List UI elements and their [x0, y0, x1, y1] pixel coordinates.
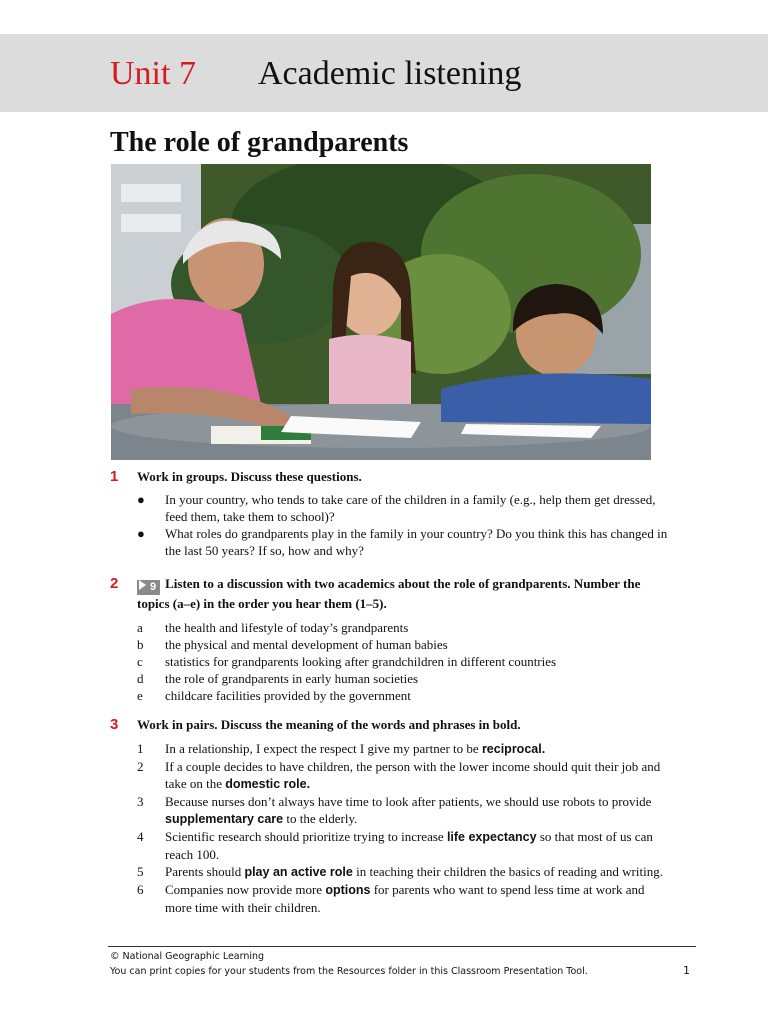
exercise-2 [110, 575, 670, 704]
audio-play-button[interactable] [137, 580, 160, 595]
footer-copyright: © National Geographic Learning [110, 951, 265, 962]
exercise-number: 1 [110, 468, 119, 485]
bold-term: options [325, 883, 371, 897]
section-title: Academic listening [258, 55, 522, 92]
bold-term: life expectancy [446, 830, 537, 844]
audio-track-number: 9 [150, 581, 157, 593]
play-icon [139, 580, 146, 590]
footer-note: You can print copies for your students from the Resources folder in this Classroom Presentation Tool. [110, 966, 588, 977]
list-item: 4 Scientific research should prioritize trying to increase life expectancy so that most of us can reach 100. [137, 829, 653, 862]
bullet-icon: ● [137, 492, 145, 507]
list-item: 6 Companies now provide more options for parents who want to spend less time at work and more time with their children. [137, 882, 645, 915]
list-item: ● In your country, who tends to take care of the children in a family (e.g., help them get dressed, feed them, take them to school)? [137, 492, 656, 524]
bold-term: supplementary care [165, 812, 284, 826]
page-title: The role of grandparents [110, 127, 409, 158]
bold-term: reciprocal. [481, 742, 546, 756]
exercise-instruction: Work in pairs. Discuss the meaning of the words and phrases in bold. [137, 717, 521, 732]
bullet-icon: ● [137, 526, 145, 541]
sentence-list [137, 740, 670, 916]
question-list [137, 491, 670, 559]
exercise-3 [110, 716, 670, 916]
unit-label: Unit 7 [110, 55, 196, 92]
list-item: c statistics for grandparents looking after grandchildren in different countries [137, 654, 557, 669]
exercise-instruction: Work in groups. Discuss these questions. [137, 469, 362, 484]
exercise-number: 3 [110, 716, 119, 733]
list-item: ● What roles do grandparents play in the family in your country? Do you think this has changed in the last 50 years? If so, how and why? [137, 526, 668, 558]
bold-term: domestic role. [225, 777, 311, 791]
footer-divider [108, 946, 696, 947]
list-item: b the physical and mental development of human babies [137, 637, 448, 652]
topic-list [137, 619, 670, 704]
list-item: 5 Parents should play an active role in teaching their children the basics of reading and writing. [137, 864, 663, 879]
list-item: 1 In a relationship, I expect the respect I give my partner to be reciprocal. [137, 741, 546, 756]
grandparents-photo [111, 164, 651, 460]
exercise-number: 2 [110, 575, 119, 592]
list-item: 3 Because nurses don’t always have time to look after patients, we should use robots to provide supplementary care to the elderly. [137, 794, 652, 826]
list-item: d the role of grandparents in early human societies [137, 671, 419, 686]
exercise-1 [110, 468, 670, 559]
exercise-instruction: 9 Listen to a discussion with two academics about the role of grandparents. Number the topics (a–e) in the order you hear them (1–5). [137, 576, 641, 611]
list-item: 2 If a couple decides to have children, the person with the lower income should quit their job and take on the domestic role. [137, 759, 661, 791]
list-item: e childcare facilities provided by the government [137, 688, 411, 703]
bold-term: play an active role [244, 865, 353, 879]
page-number: 1 [683, 964, 690, 977]
list-item: a the health and lifestyle of today’s grandparents [137, 620, 409, 635]
